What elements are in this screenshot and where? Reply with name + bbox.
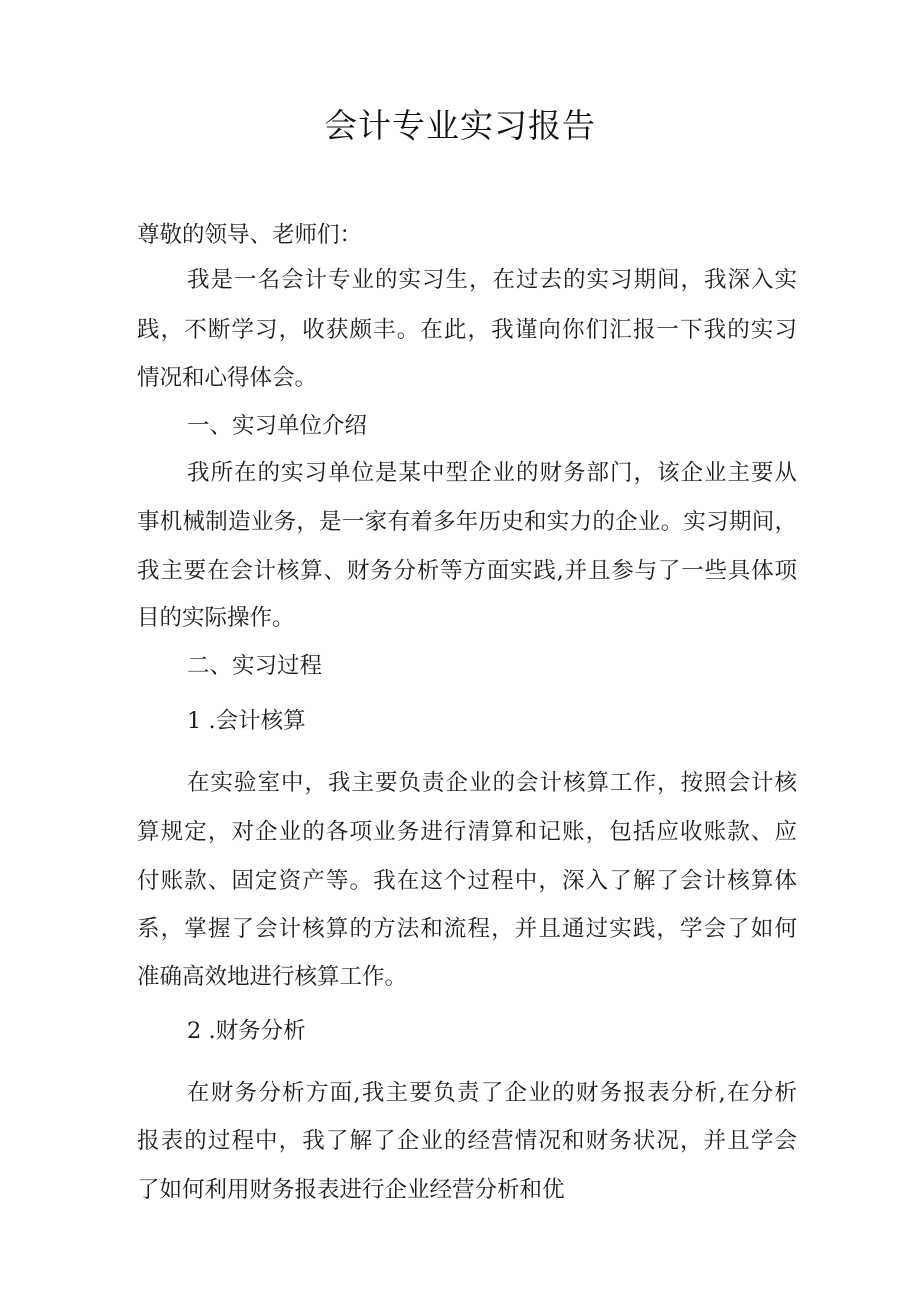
paragraph-line: 我所在的实习单位是某中型企业的财务部门，该企业主要从 [187, 460, 797, 486]
section-heading: 二、实习过程 [187, 653, 323, 679]
paragraph-line: 我是一名会计专业的实习生，在过去的实习期间，我深入实 [187, 267, 797, 293]
paragraph-line: 在实验室中，我主要负责企业的会计核算工作，按照会计核 [187, 770, 797, 796]
paragraph-line: 算规定，对企业的各项业务进行清算和记账，包括应收账款、应 [137, 819, 797, 845]
paragraph-line: 践，不断学习，收获颇丰。在此，我谨向你们汇报一下我的实习 [137, 317, 797, 343]
paragraph-line: 在财务分析方面,我主要负责了企业的财务报表分析,在分析 [187, 1080, 797, 1106]
paragraph-line: 报表的过程中，我了解了企业的经营情况和财务状况，并且学会 [137, 1128, 797, 1154]
paragraph-line: 付账款、固定资产等。我在这个过程中，深入了解了会计核算体 [137, 868, 797, 894]
section-heading: 一、实习单位介绍 [187, 413, 368, 439]
paragraph-line: 情况和心得体会。 [137, 365, 318, 391]
paragraph-line: 准确高效地进行核算工作。 [137, 964, 408, 990]
subsection-heading: 2 .财务分析 [187, 1018, 306, 1044]
paragraph-line: 了如何利用财务报表进行企业经营分析和优 [137, 1177, 565, 1203]
salutation: 尊敬的领导、老师们： [137, 222, 363, 248]
paragraph-line: 目的实际操作。 [137, 605, 295, 631]
paragraph-line: 我主要在会计核算、财务分析等方面实践,并且参与了一些具体项 [137, 558, 797, 584]
paragraph-line: 系，掌握了会计核算的方法和流程，并且通过实践，学会了如何 [137, 916, 797, 942]
paragraph-line: 事机械制造业务，是一家有着多年历史和实力的企业。实习期间， [137, 509, 797, 535]
subsection-heading: 1 .会计核算 [187, 708, 306, 734]
document-title: 会计专业实习报告 [324, 106, 596, 145]
